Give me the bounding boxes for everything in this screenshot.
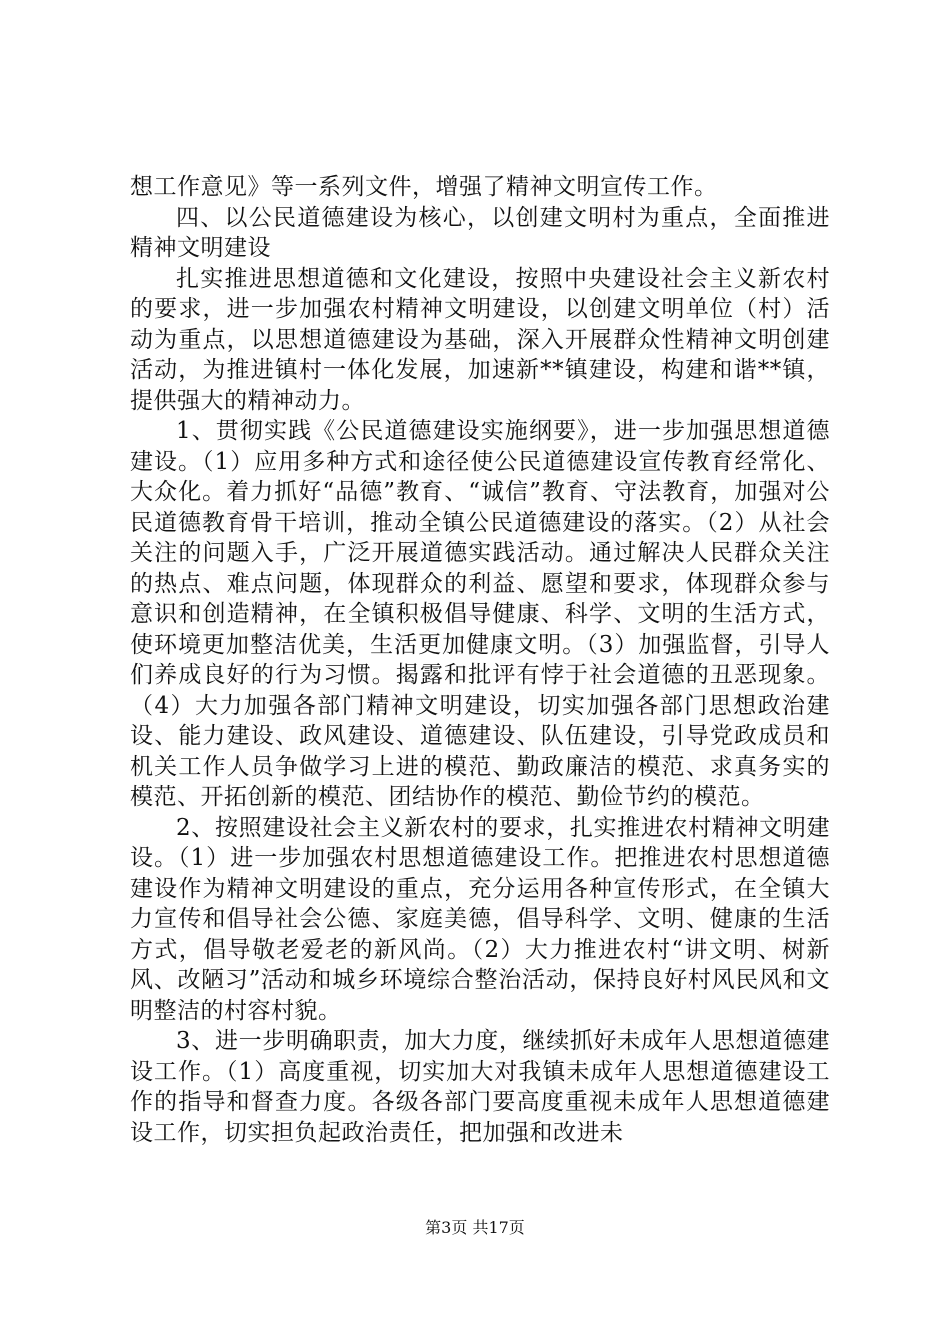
paragraph-continuation: 想工作意见》等一系列文件，增强了精神文明宣传工作。 <box>130 174 718 200</box>
section-heading: 四、以公民道德建设为核心，以创建文明村为重点，全面推进精神文明建设 <box>130 204 830 261</box>
paragraph-item-2: 2、按照建设社会主义新农村的要求，扎实推进农村精神文明建设。（1）进一步加强农村思想道德建设工作。把推进农村思想道德建设作为精神文明建设的重点，充分运用各种宣传形式，在全镇大力宣传和倡导社会公德、家庭美德，倡导科学、文明、健康的生活方式，倡导敬老爱老的新风尚。（2）大力推进农村“讲文明、树新风、改陋习”活动和城乡环境综合整治活动，保持良好村风民风和文明整洁的村容村貌。 <box>130 814 830 1024</box>
paragraph-intro: 扎实推进思想道德和文化建设，按照中央建设社会主义新农村的要求，进一步加强农村精神文明建设，以创建文明单位（村）活动为重点，以思想道德建设为基础，深入开展群众性精神文明创建活动，为推进镇村一体化发展，加速新**镇建设，构建和谐**镇，提供强大的精神动力。 <box>130 265 830 414</box>
page-number-footer: 第3页 共17页 <box>425 1218 525 1237</box>
paragraph-item-3: 3、进一步明确职责，加大力度，继续抓好未成年人思想道德建设工作。（1）高度重视，切实加大对我镇未成年人思想道德建设工作的指导和督查力度。各级各部门要高度重视未成年人思想道德建设工作，切实担负起政治责任，把加强和改进未 <box>130 1028 830 1146</box>
document-body <box>130 172 830 1148</box>
paragraph-item-1: 1、贯彻实践《公民道德建设实施纲要》，进一步加强思想道德建设。（1）应用多种方式和途径使公民道德建设宣传教育经常化、大众化。着力抓好“品德”教育、“诚信”教育、守法教育，加强对公民道德教育骨干培训，推动全镇公民道德建设的落实。（2）从社会关注的问题入手，广泛开展道德实践活动。通过解决人民群众关注的热点、难点问题，体现群众的利益、愿望和要求，体现群众参与意识和创造精神，在全镇积极倡导健康、科学、文明的生活方式，使环境更加整洁优美，生活更加健康文明。（3）加强监督，引导人们养成良好的行为习惯。揭露和批评有悖于社会道德的丑恶现象。（4）大力加强各部门精神文明建设，切实加强各部门思想政治建设、能力建设、政风建设、道德建设、队伍建设，引导党政成员和机关工作人员争做学习上进的模范、勤政廉洁的模范、求真务实的模范、开拓创新的模范、团结协作的模范、勤俭节约的模范。 <box>130 418 830 810</box>
